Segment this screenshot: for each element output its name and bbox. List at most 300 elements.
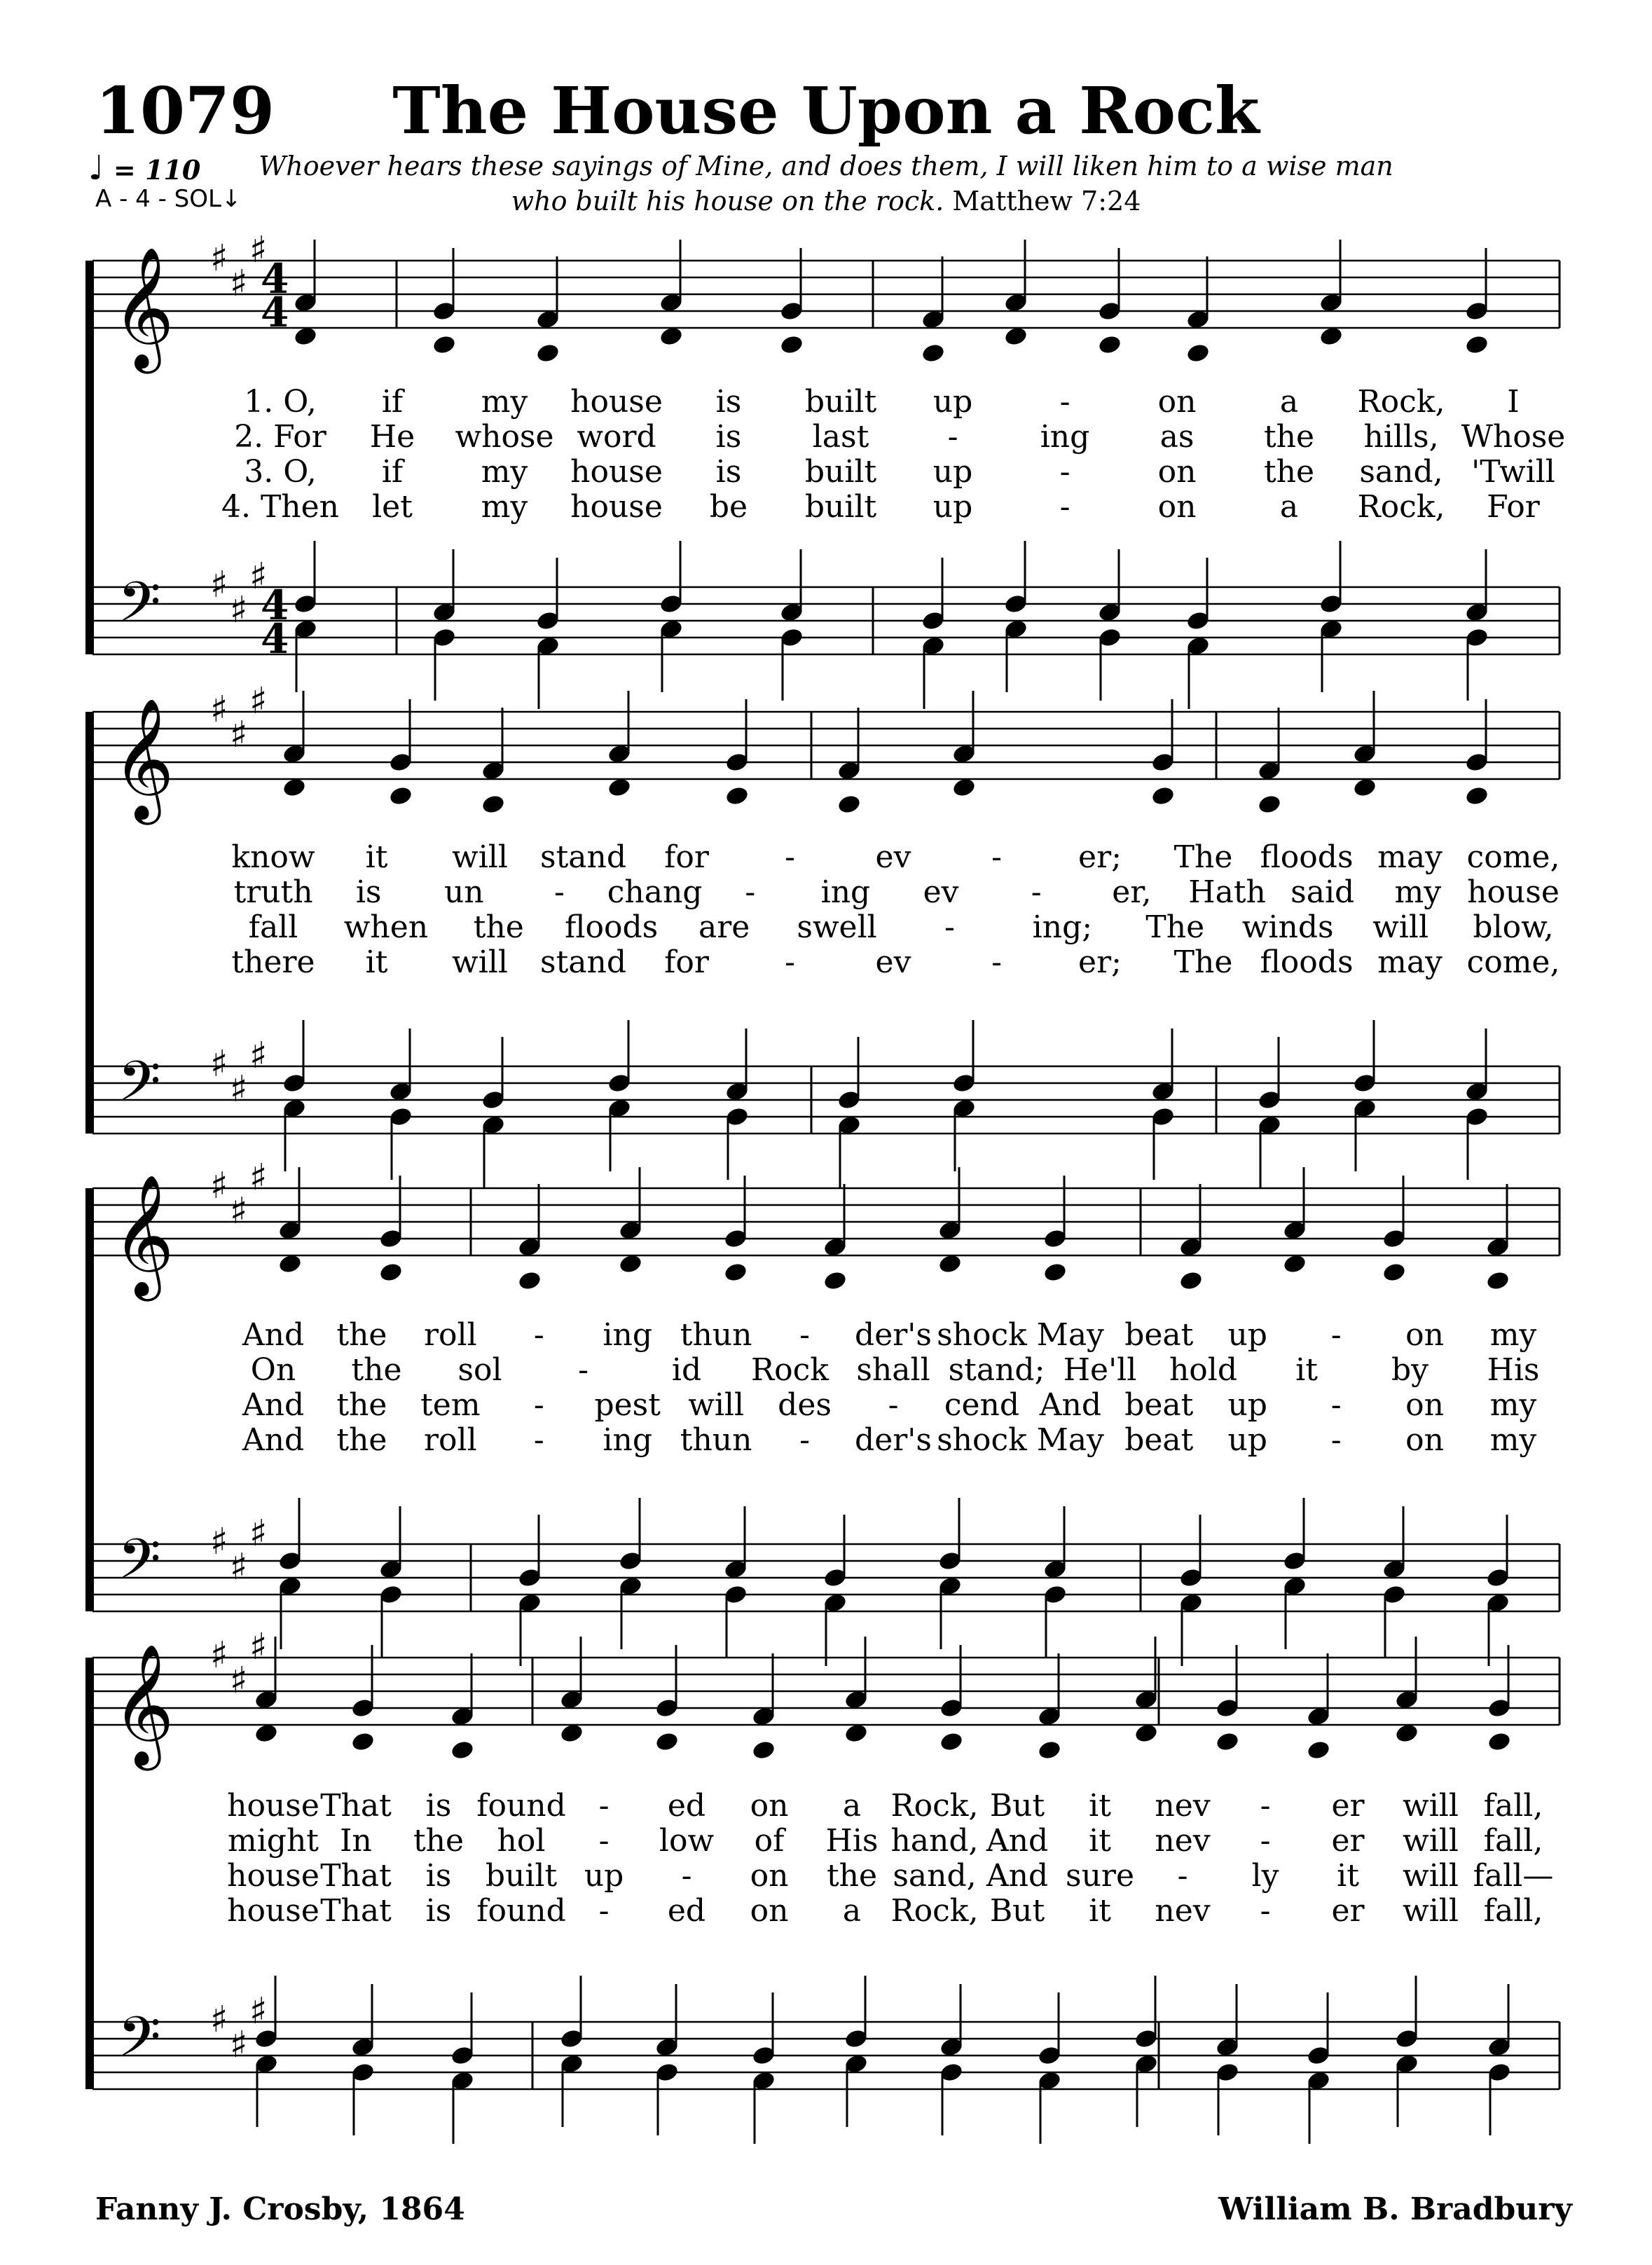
lyric-syllable: er [1331, 1788, 1365, 1824]
lyric-syllable: That [320, 1858, 392, 1894]
lyric-syllable: hand, [890, 1823, 979, 1859]
lyric-syllable: up [1227, 1422, 1267, 1458]
syllable-hyphen: - [1059, 489, 1071, 525]
note-head [481, 794, 506, 815]
scripture-reference: Matthew 7:24 [952, 186, 1141, 216]
lyric-syllable: ed [667, 1788, 706, 1824]
lyric-syllable: might [228, 1823, 319, 1859]
note-head [1215, 1731, 1240, 1753]
time-signature-numerator: 4 [261, 255, 289, 303]
hymn-title: The House Upon a Rock [392, 73, 1260, 149]
syllable-hyphen: - [1177, 1858, 1188, 1894]
lyric-syllable: whose [455, 419, 554, 455]
sharp-icon: ♯ [230, 1660, 248, 1702]
lyric-syllable: up [1227, 1317, 1267, 1353]
lyric-syllable: when [343, 909, 429, 945]
lyric-syllable: found [476, 1788, 566, 1824]
lyric-syllable: know [231, 839, 315, 875]
treble-clef-icon: 𝄞 [112, 247, 174, 369]
lyric-syllable: winds [1241, 909, 1334, 945]
lyric-syllable: up [584, 1858, 624, 1894]
sharp-icon: ♯ [249, 556, 268, 598]
lyric-syllable: That [320, 1893, 392, 1929]
epigraph-line-1: Whoever hears these sayings of Mine, and does them, I will liken him to a wise man [259, 151, 1393, 181]
note-head [921, 343, 946, 364]
lyric-syllable: tem [420, 1387, 481, 1423]
lyric-syllable: will [688, 1387, 745, 1423]
syllable-hyphen: - [991, 839, 1002, 875]
lyric-syllable: for [664, 944, 709, 980]
lyric-syllable: house [570, 489, 663, 525]
lyric-syllable: sure [1066, 1858, 1134, 1894]
lyric-syllable: His [1487, 1352, 1540, 1388]
lyric-syllable: built [804, 384, 877, 420]
sharp-icon: ♯ [210, 1521, 228, 1563]
lyric-syllable: pest [594, 1387, 661, 1423]
lyric-syllable: ing; [1032, 909, 1093, 945]
lyric-syllable: floods [1260, 839, 1354, 875]
time-signature-denominator: 4 [261, 289, 289, 336]
lyric-syllable: ev [923, 874, 959, 910]
note-head [1257, 794, 1282, 815]
lyric-syllable: of [754, 1823, 785, 1859]
composer-credit: William B. Bradbury [1218, 2191, 1572, 2227]
sharp-icon: ♯ [210, 689, 228, 731]
lyric-syllable: my [481, 454, 528, 490]
lyric-syllable: And [242, 1317, 305, 1353]
sharp-icon: ♯ [249, 680, 268, 722]
lyric-syllable: floods [565, 909, 659, 945]
note-head [723, 1262, 748, 1283]
lyric-syllable: word [577, 419, 656, 455]
lyricist-credit: Fanny J. Crosby, 1864 [95, 2191, 465, 2227]
lyric-syllable: der's [855, 1317, 932, 1353]
lyric-syllable: The [1173, 839, 1233, 875]
note-head [751, 1740, 776, 1761]
lyric-syllable: fall, [1483, 1823, 1543, 1859]
lyric-syllable: shall [856, 1352, 930, 1388]
lyric-syllable: He'll [1063, 1352, 1137, 1388]
sharp-icon: ♯ [230, 1068, 248, 1110]
sharp-icon: ♯ [230, 263, 248, 305]
lyric-syllable: on [1157, 384, 1197, 420]
bass-clef-icon: 𝄢 [118, 2004, 161, 2083]
syllable-hyphen: - [947, 419, 958, 455]
lyric-syllable: will [1403, 1858, 1459, 1894]
lyric-syllable: Hath [1188, 874, 1266, 910]
sharp-icon: ♯ [210, 1634, 228, 1677]
sharp-icon: ♯ [249, 1990, 268, 2032]
lyric-syllable: ed [667, 1893, 706, 1929]
lyric-syllable: truth [233, 874, 313, 910]
syllable-hyphen: - [785, 839, 795, 875]
lyric-syllable: the [826, 1858, 878, 1894]
lyric-syllable: May [1036, 1422, 1104, 1458]
sharp-icon: ♯ [249, 1035, 268, 1077]
lyric-syllable: thun [680, 1422, 752, 1458]
note-head [350, 1731, 376, 1753]
lyric-syllable: I [1507, 384, 1520, 420]
sharp-icon: ♯ [230, 1546, 248, 1588]
lyric-syllable: built [804, 454, 877, 490]
lyric-syllable: ing [603, 1317, 652, 1353]
lyric-syllable: stand; [948, 1352, 1045, 1388]
lyric-syllable: will [1372, 909, 1429, 945]
lyric-syllable: my [1489, 1422, 1537, 1458]
syllable-hyphen: - [1330, 1317, 1342, 1353]
note-head [822, 1270, 848, 1292]
lyric-syllable: fall, [1483, 1788, 1543, 1824]
lyric-syllable: a [842, 1788, 862, 1824]
lyric-syllable: on [1405, 1317, 1444, 1353]
lyric-syllable: on [1157, 489, 1197, 525]
lyric-syllable: id [671, 1352, 702, 1388]
lyric-syllable: my [1489, 1317, 1537, 1353]
lyric-syllable: And [986, 1858, 1049, 1894]
lyric-syllable: will [1403, 1823, 1459, 1859]
lyric-syllable: if [381, 384, 404, 420]
sharp-icon: ♯ [210, 1165, 228, 1207]
lyric-syllable: up [932, 384, 973, 420]
lyric-syllable: house [227, 1858, 319, 1894]
bass-clef-icon: 𝄢 [118, 1527, 161, 1605]
lyric-syllable: up [932, 454, 973, 490]
lyric-syllable: come, [1466, 944, 1560, 980]
note-head [378, 1262, 404, 1283]
lyric-syllable: 3. O, [244, 454, 317, 490]
syllable-hyphen: - [1260, 1788, 1271, 1824]
lyric-syllable: shock [937, 1317, 1027, 1353]
lyric-syllable: hills, [1363, 419, 1439, 455]
syllable-hyphen: - [554, 874, 565, 910]
lyric-syllable: ing [1040, 419, 1090, 455]
lyric-syllable: 1. O, [244, 384, 317, 420]
epigraph-line-2: who built his house on the rock. [511, 186, 944, 216]
note-head [1487, 1731, 1512, 1753]
lyric-syllable: for [664, 839, 709, 875]
lyric-syllable: floods [1260, 944, 1354, 980]
note-head [1037, 1740, 1062, 1761]
note-head [1178, 1270, 1204, 1292]
lyric-syllable: it [1337, 1858, 1359, 1894]
lyric-syllable: last [812, 419, 869, 455]
tempo-value: 110 [144, 154, 201, 186]
lyric-syllable: Rock, [890, 1788, 979, 1824]
time-signature-denominator: 4 [261, 615, 289, 663]
syllable-hyphen: - [1260, 1823, 1271, 1859]
lyric-syllable: will [1403, 1788, 1459, 1824]
syllable-hyphen: - [533, 1317, 544, 1353]
lyric-syllable: ing [820, 874, 871, 910]
lyric-syllable: on [1405, 1387, 1444, 1423]
syllable-hyphen: - [991, 944, 1002, 980]
lyric-syllable: sand, [893, 1858, 977, 1894]
lyric-syllable: For [1487, 489, 1540, 525]
lyric-syllable: the [336, 1422, 387, 1458]
lyric-syllable: beat [1124, 1387, 1194, 1423]
sharp-icon: ♯ [230, 1190, 248, 1232]
note-head [388, 785, 413, 807]
lyric-syllable: The [1145, 909, 1205, 945]
lyric-syllable: is [425, 1893, 452, 1929]
lyric-syllable: nev [1155, 1893, 1211, 1929]
lyric-syllable: on [1405, 1422, 1444, 1458]
note-head [724, 785, 750, 807]
lyric-syllable: nev [1155, 1788, 1211, 1824]
lyric-syllable: And [242, 1387, 305, 1423]
treble-clef-icon: 𝄞 [112, 1174, 174, 1296]
lyric-syllable: But [989, 1788, 1045, 1824]
note-head [450, 1740, 475, 1761]
syllable-hyphen: - [1059, 454, 1071, 490]
lyric-syllable: But [989, 1893, 1045, 1929]
lyric-syllable: And [242, 1422, 305, 1458]
note-head [779, 334, 804, 356]
lyric-syllable: will [1403, 1893, 1459, 1929]
lyric-syllable: be [709, 489, 748, 525]
lyric-syllable: if [381, 454, 404, 490]
lyric-syllable: by [1391, 1352, 1429, 1388]
lyric-syllable: will [452, 839, 508, 875]
lyric-syllable: nev [1155, 1823, 1211, 1859]
lyric-syllable: a [1279, 489, 1299, 525]
lyric-syllable: er [1331, 1893, 1365, 1929]
sharp-icon: ♯ [210, 237, 228, 280]
lyric-syllable: low [659, 1823, 715, 1859]
lyric-syllable: ing [603, 1422, 652, 1458]
note-head [1306, 1740, 1331, 1761]
lyric-syllable: house [227, 1893, 319, 1929]
lyric-syllable: In [340, 1823, 372, 1859]
lyric-syllable: on [750, 1893, 789, 1929]
lyric-syllable: on [750, 1858, 789, 1894]
lyric-syllable: un [443, 874, 484, 910]
lyric-syllable: sand, [1359, 454, 1443, 490]
lyric-syllable: up [1227, 1387, 1267, 1423]
syllable-hyphen: - [533, 1387, 544, 1423]
syllable-hyphen: - [1330, 1422, 1342, 1458]
lyric-syllable: 4. Then [221, 489, 340, 525]
lyric-syllable: hol [497, 1823, 546, 1859]
lyric-syllable: stand [540, 944, 626, 980]
note-head [939, 1731, 964, 1753]
note-head [1097, 334, 1122, 356]
lyric-syllable: it [1089, 1823, 1111, 1859]
syllable-hyphen: - [681, 1858, 692, 1894]
lyric-syllable: are [698, 909, 750, 945]
syllable-hyphen: - [578, 1352, 588, 1388]
lyric-syllable: the [336, 1317, 387, 1353]
lyric-syllable: as [1159, 419, 1195, 455]
syllable-hyphen: - [888, 1387, 899, 1423]
hymn-number: 1079 [95, 73, 275, 149]
sharp-icon: ♯ [230, 2024, 248, 2066]
lyric-syllable: Whose [1461, 419, 1566, 455]
sharp-icon: ♯ [230, 589, 248, 631]
note-head [1042, 1262, 1068, 1283]
lyric-syllable: ly [1251, 1858, 1279, 1894]
sharp-icon: ♯ [210, 564, 228, 606]
note-head [1485, 1270, 1510, 1292]
lyric-syllable: hold [1169, 1352, 1238, 1388]
note-head [517, 1270, 542, 1292]
lyric-syllable: His [825, 1823, 879, 1859]
lyric-syllable: on [750, 1788, 789, 1824]
syllable-hyphen: - [799, 1422, 810, 1458]
lyric-syllable: er, [1112, 874, 1152, 910]
lyric-syllable: it [1089, 1893, 1111, 1929]
lyric-syllable: That [320, 1788, 392, 1824]
note-head [1185, 343, 1211, 364]
note-head [837, 794, 862, 815]
lyric-syllable: there [231, 944, 315, 980]
lyric-syllable: Rock, [1357, 489, 1445, 525]
lyric-syllable: the [1263, 419, 1315, 455]
syllable-hyphen: - [1260, 1893, 1271, 1929]
treble-clef-icon: 𝄞 [112, 698, 174, 820]
lyric-syllable: ev [875, 839, 911, 875]
lyric-syllable: er; [1078, 839, 1122, 875]
lyric-syllable: house [570, 454, 663, 490]
lyric-syllable: the [1263, 454, 1315, 490]
lyric-syllable: may [1377, 944, 1443, 980]
lyric-syllable: the [336, 1387, 387, 1423]
lyric-syllable: chang [607, 874, 703, 910]
syllable-hyphen: - [598, 1823, 610, 1859]
lyric-syllable: the [413, 1823, 464, 1859]
lyric-syllable: shock [937, 1422, 1027, 1458]
sharp-icon: ♯ [210, 1043, 228, 1085]
treble-clef-icon: 𝄞 [112, 1644, 174, 1765]
lyric-syllable: roll [424, 1317, 477, 1353]
lyric-syllable: it [1089, 1788, 1111, 1824]
lyric-syllable: my [1394, 874, 1442, 910]
lyric-syllable: Rock [751, 1352, 829, 1388]
lyric-syllable: house [570, 384, 663, 420]
lyric-syllable: house [227, 1788, 319, 1824]
sharp-icon: ♯ [210, 1999, 228, 2041]
lyric-syllable: found [476, 1893, 566, 1929]
sharp-icon: ♯ [249, 229, 268, 271]
lyric-syllable: er [1331, 1823, 1365, 1859]
lyric-syllable: He [369, 419, 415, 455]
lyric-syllable: fall [248, 909, 298, 945]
lyric-syllable: my [481, 384, 528, 420]
lyric-syllable: is [355, 874, 382, 910]
lyric-syllable: built [485, 1858, 558, 1894]
lyric-syllable: des [778, 1387, 832, 1423]
lyric-syllable: is [425, 1788, 452, 1824]
lyric-syllable: stand [540, 839, 626, 875]
syllable-hyphen: - [785, 944, 795, 980]
lyric-syllable: er; [1078, 944, 1122, 980]
lyric-syllable: Rock, [890, 1893, 979, 1929]
lyric-syllable: roll [424, 1422, 477, 1458]
lyric-syllable: it [365, 839, 388, 875]
note-head [1464, 785, 1489, 807]
note-head [1382, 1262, 1407, 1283]
lyric-syllable: fall, [1483, 1893, 1543, 1929]
note-head [1150, 785, 1176, 807]
lyric-syllable: will [452, 944, 508, 980]
key-info: A - 4 - SOL↓ [95, 185, 242, 213]
lyric-syllable: the [351, 1352, 402, 1388]
lyric-syllable: The [1173, 944, 1233, 980]
lyric-syllable: built [804, 489, 877, 525]
lyric-syllable: 2. For [234, 419, 326, 455]
lyric-syllable: is [715, 384, 742, 420]
syllable-hyphen: - [598, 1788, 610, 1824]
bass-clef-icon: 𝄢 [118, 1049, 161, 1127]
lyric-syllable: a [1279, 384, 1299, 420]
syllable-hyphen: - [1330, 1387, 1342, 1423]
lyric-syllable: beat [1124, 1422, 1194, 1458]
lyric-syllable: On [250, 1352, 296, 1388]
syllable-hyphen: - [598, 1893, 610, 1929]
lyric-syllable: my [481, 489, 528, 525]
lyric-syllable: is [425, 1858, 452, 1894]
lyric-syllable: 'Twill [1471, 454, 1555, 490]
lyric-syllable: on [1157, 454, 1197, 490]
sharp-icon: ♯ [249, 1157, 268, 1199]
time-signature-numerator: 4 [261, 581, 289, 629]
lyric-syllable: the [473, 909, 524, 945]
note-head [1464, 334, 1489, 356]
sharp-icon: ♯ [249, 1513, 268, 1555]
lyric-syllable: come, [1466, 839, 1560, 875]
lyric-syllable: let [372, 489, 413, 525]
lyric-syllable: May [1036, 1317, 1104, 1353]
lyric-syllable: swell [797, 909, 877, 945]
note-head [654, 1731, 680, 1753]
lyric-syllable: ev [875, 944, 911, 980]
syllable-hyphen: - [1059, 384, 1071, 420]
lyric-syllable: said [1290, 874, 1355, 910]
lyric-syllable: house [1467, 874, 1560, 910]
lyric-syllable: my [1489, 1387, 1537, 1423]
lyric-syllable: der's [855, 1422, 932, 1458]
syllable-hyphen: - [533, 1422, 544, 1458]
lyric-syllable: cend [944, 1387, 1020, 1423]
lyric-syllable: sol [457, 1352, 502, 1388]
lyric-syllable: a [842, 1893, 862, 1929]
lyric-syllable: Rock, [1357, 384, 1445, 420]
lyric-syllable: fall— [1473, 1858, 1554, 1894]
note-head [432, 334, 457, 356]
lyric-syllable: thun [680, 1317, 752, 1353]
syllable-hyphen: - [799, 1317, 810, 1353]
sharp-icon: ♯ [249, 1626, 268, 1668]
syllable-hyphen: - [745, 874, 756, 910]
bass-clef-icon: 𝄢 [118, 570, 161, 648]
lyric-syllable: is [715, 419, 742, 455]
syllable-hyphen: - [944, 909, 955, 945]
lyric-syllable: And [986, 1823, 1049, 1859]
lyric-syllable: may [1377, 839, 1443, 875]
note-head [535, 343, 560, 364]
lyric-syllable: beat [1124, 1317, 1194, 1353]
lyric-syllable: blow, [1473, 909, 1554, 945]
lyric-syllable: up [932, 489, 973, 525]
lyric-syllable: is [715, 454, 742, 490]
sharp-icon: ♯ [230, 714, 248, 756]
tempo-marking: ♩ = 110 [88, 149, 201, 188]
quarter-note-icon: ♩ [88, 149, 104, 188]
lyric-syllable: And [1039, 1387, 1101, 1423]
lyric-syllable: it [1295, 1352, 1318, 1388]
syllable-hyphen: - [1031, 874, 1042, 910]
lyric-syllable: it [365, 944, 388, 980]
